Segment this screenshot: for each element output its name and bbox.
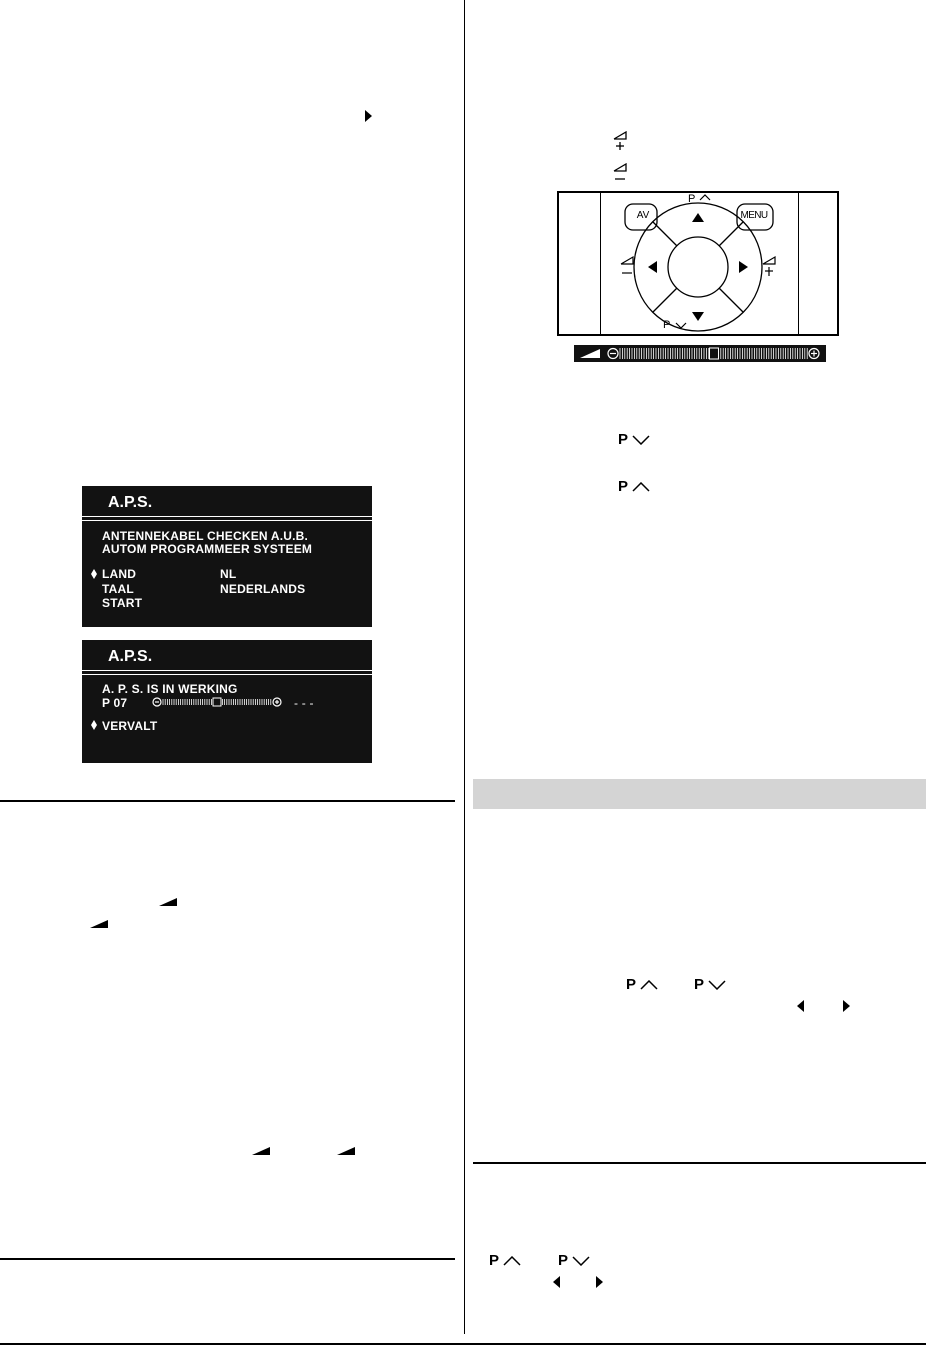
divider: [82, 674, 372, 675]
p-letter: P: [489, 1252, 499, 1269]
menu-row-value: NEDERLANDS: [220, 582, 306, 596]
tv-control-panel: [557, 191, 839, 336]
right-arrow-icon: [365, 110, 372, 122]
p-letter: P: [626, 976, 636, 993]
av-button[interactable]: AV: [636, 210, 650, 221]
chevron-down-icon: [572, 1256, 590, 1266]
control-pad-graphic: [559, 193, 837, 334]
search-progress-bar: [152, 697, 282, 707]
menu-row-label: LAND: [102, 567, 137, 581]
status-line: A. P. S. IS IN WERKING: [102, 682, 238, 696]
chevron-up-icon: [632, 482, 650, 492]
program-down-button-label: [694, 976, 726, 993]
selector-diamond-icon: [91, 720, 97, 730]
p-letter: P: [618, 431, 628, 448]
program-down-button-label: [558, 1252, 590, 1269]
menu-row-label: START: [102, 596, 143, 610]
page-bottom-rule: [0, 1343, 926, 1345]
volume-icon: [252, 1147, 270, 1155]
volume-icon: [337, 1147, 355, 1155]
p-letter: P: [694, 976, 704, 993]
aps-menu-screen: [82, 486, 372, 627]
menu-row-label: TAAL: [102, 582, 134, 596]
program-down-label: P: [663, 319, 671, 331]
menu-button[interactable]: MENU: [740, 210, 768, 221]
right-arrow-icon: [596, 1276, 603, 1288]
left-arrow-icon: [797, 1000, 804, 1012]
screen-title: A.P.S.: [108, 648, 153, 665]
p-letter: P: [558, 1252, 568, 1269]
menu-row-value: NL: [220, 567, 237, 581]
program-down-button-label: [618, 431, 650, 448]
volume-up-icon: [612, 131, 630, 151]
chevron-down-icon: [708, 980, 726, 990]
divider: [82, 670, 372, 671]
program-up-button-label: [489, 1252, 521, 1269]
divider: [82, 520, 372, 521]
chevron-down-icon: [632, 435, 650, 445]
aps-progress-screen: [82, 640, 372, 763]
program-up-label: P: [688, 193, 696, 205]
program-number: P 07: [102, 696, 128, 710]
right-arrow-icon: [843, 1000, 850, 1012]
channel-dashes: - - -: [294, 696, 314, 710]
menu-option: VERVALT: [102, 719, 158, 733]
divider: [82, 516, 372, 517]
screen-title: A.P.S.: [108, 494, 153, 511]
section-rule-right-1: [473, 1162, 926, 1164]
volume-down-icon: [612, 163, 630, 183]
section-rule-left-2: [0, 1258, 455, 1260]
screen-line: ANTENNEKABEL CHECKEN A.U.B.: [102, 529, 309, 543]
p-letter: P: [618, 478, 628, 495]
column-divider: [464, 0, 465, 1334]
volume-osd-bar: [574, 345, 826, 362]
program-up-button-label: [618, 478, 650, 495]
selector-diamond-icon: [91, 569, 97, 579]
section-rule-left-1: [0, 800, 455, 802]
volume-icon: [159, 898, 177, 906]
chevron-up-icon: [503, 1256, 521, 1266]
section-header-band: [473, 779, 926, 809]
screen-line: AUTOM PROGRAMMEER SYSTEEM: [102, 542, 313, 556]
program-up-button-label: [626, 976, 658, 993]
left-arrow-icon: [553, 1276, 560, 1288]
volume-icon: [90, 920, 108, 928]
chevron-up-icon: [640, 980, 658, 990]
